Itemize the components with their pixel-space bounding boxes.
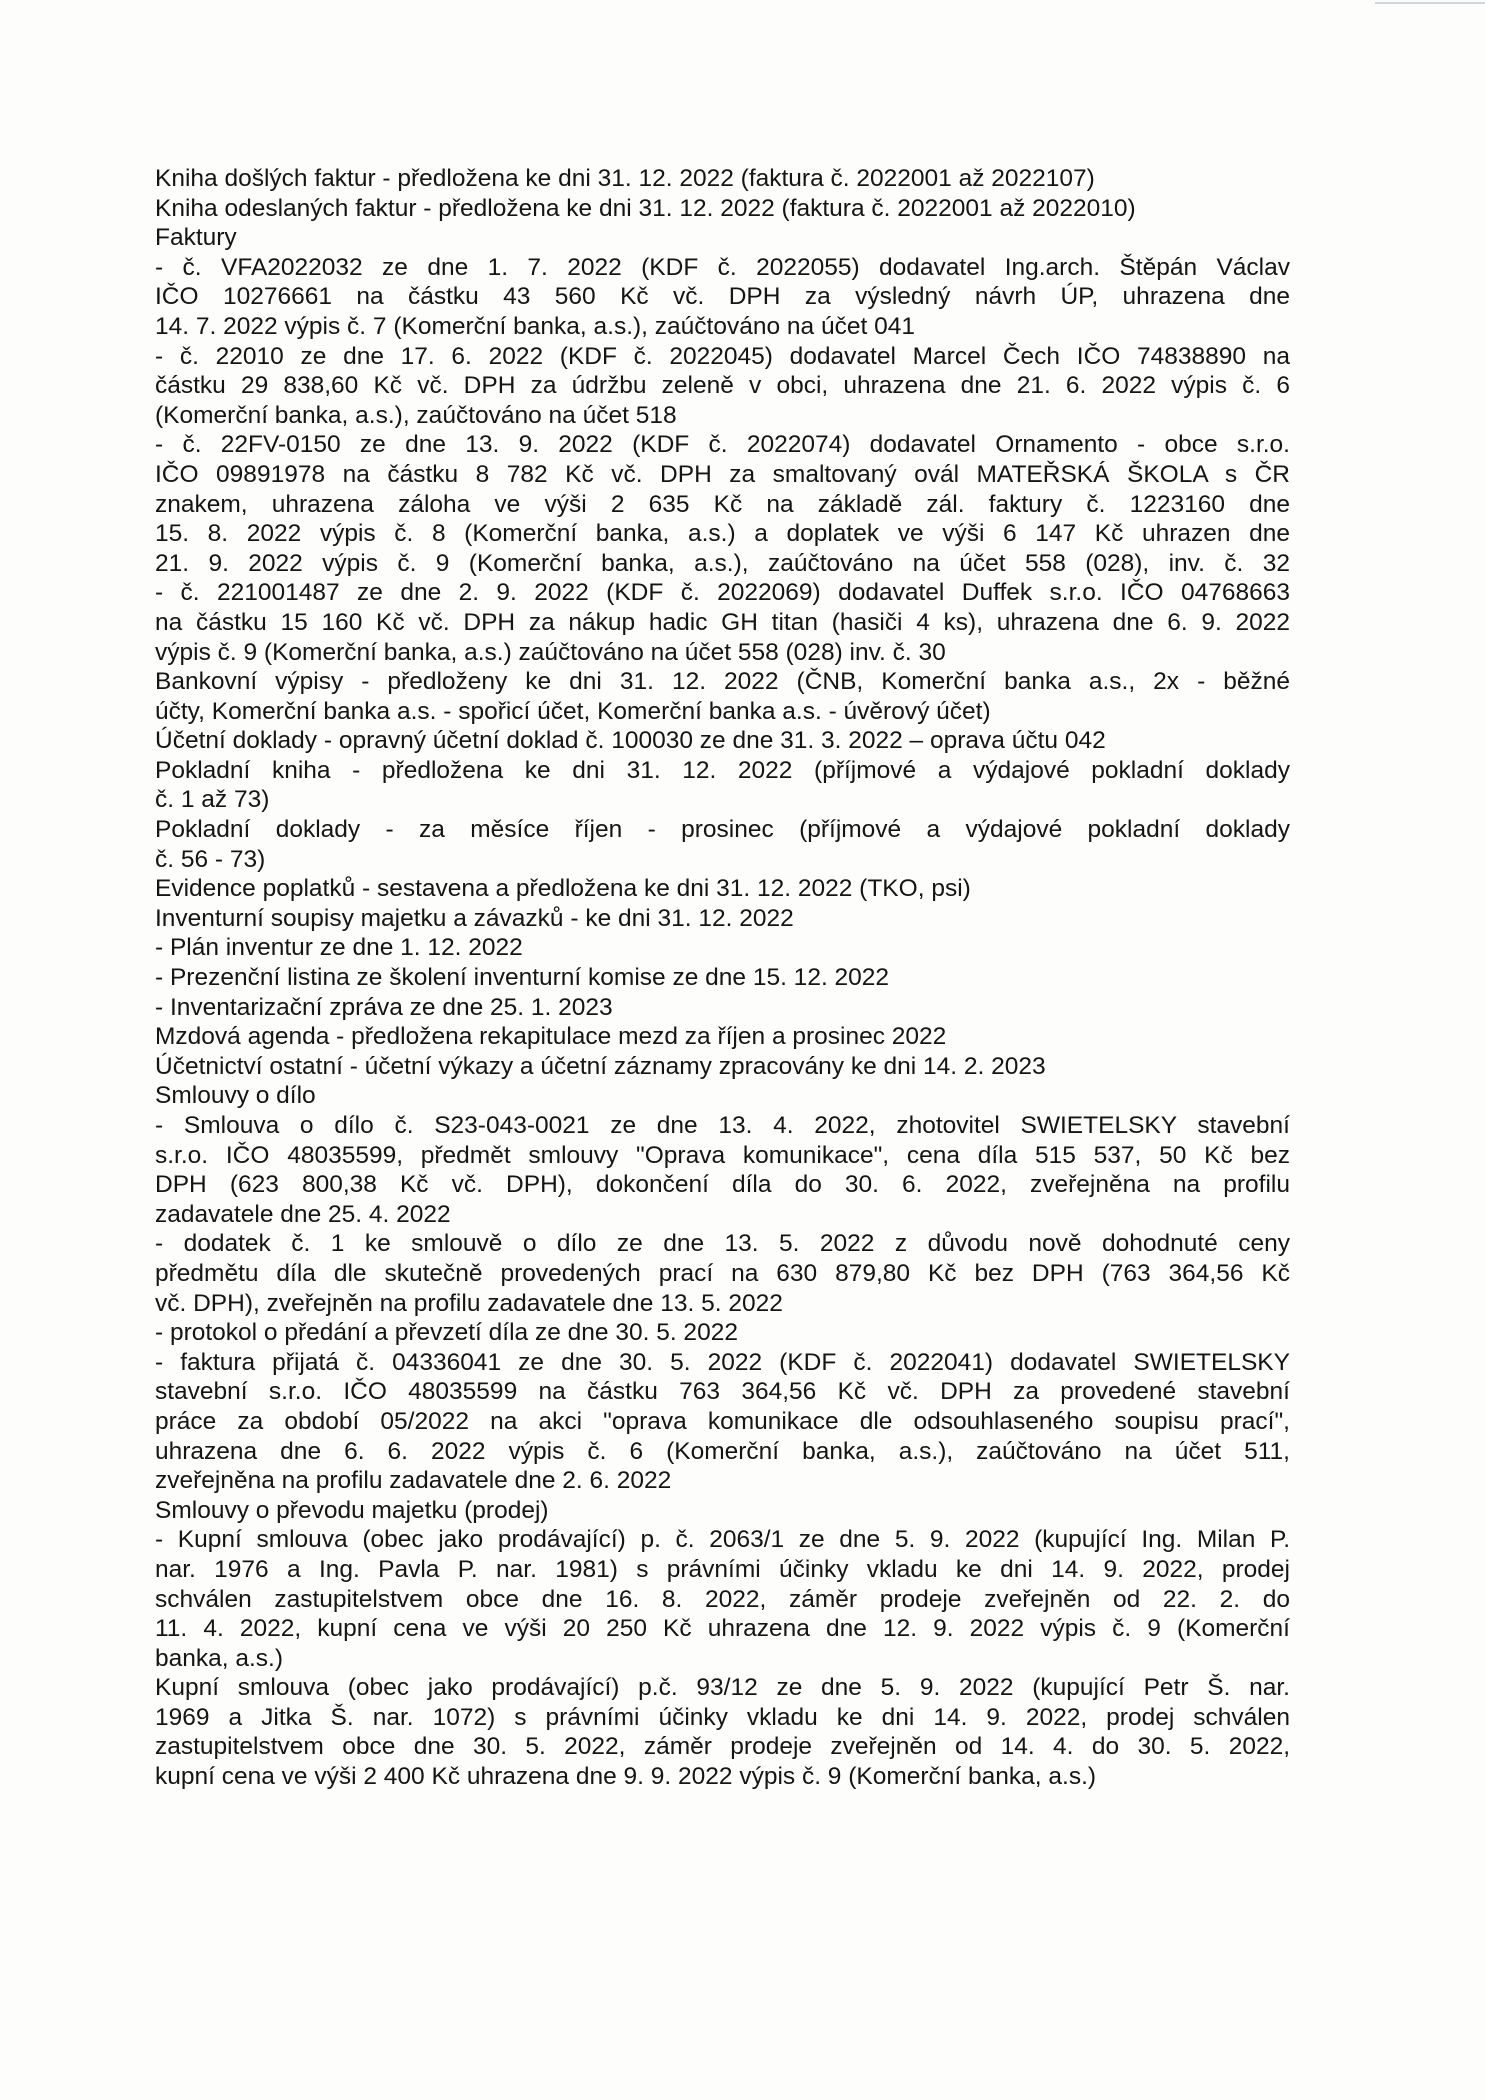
- text-line: 14. 7. 2022 výpis č. 7 (Komerční banka, a.s.), zaúčtováno na účet 041: [155, 312, 915, 340]
- text-line: - protokol o předání a převzetí díla ze dne 30. 5. 2022: [155, 1319, 738, 1347]
- text-line: - Prezenční listina ze školení inventurní komise ze dne 15. 12. 2022: [155, 964, 890, 992]
- text-line: - Kupní smlouva (obec jako prodávající) p. č. 2063/1 ze dne 5. 9. 2022 (kupující Ing. Milan P.: [155, 1526, 1290, 1554]
- text-line: Smlouvy o dílo: [155, 1082, 316, 1110]
- text-line: vč. DPH), zveřejněn na profilu zadavatele dne 13. 5. 2022: [155, 1289, 783, 1317]
- text-line: práce za období 05/2022 na akci "oprava komunikace dle odsouhlaseného soupisu prací",: [155, 1407, 1290, 1435]
- text-line: schválen zastupitelstvem obce dne 16. 8. 2022, záměr prodeje zveřejněn od 22. 2. do: [155, 1585, 1290, 1613]
- text-line: zastupitelstvem obce dne 30. 5. 2022, záměr prodeje zveřejněn od 14. 4. do 30. 5. 2022,: [155, 1733, 1290, 1761]
- text-line: kupní cena ve výši 2 400 Kč uhrazena dne 9. 9. 2022 výpis č. 9 (Komerční banka, a.s.): [155, 1763, 1097, 1791]
- text-line: banka, a.s.): [155, 1644, 284, 1672]
- text-line: - Plán inventur ze dne 1. 12. 2022: [155, 934, 523, 962]
- text-line: předmětu díla dle skutečně provedených prací na 630 879,80 Kč bez DPH (763 364,56 Kč: [155, 1259, 1290, 1287]
- text-line: Kupní smlouva (obec jako prodávající) p.č. 93/12 ze dne 5. 9. 2022 (kupující Petr Š. nar.: [155, 1674, 1290, 1702]
- text-line: č. 56 - 73): [155, 845, 266, 873]
- text-line: zveřejněna na profilu zadavatele dne 2. 6. 2022: [155, 1467, 672, 1495]
- text-line: č. 1 až 73): [155, 786, 270, 814]
- text-line: IČO 10276661 na částku 43 560 Kč vč. DPH za výsledný návrh ÚP, uhrazena dne: [155, 283, 1290, 311]
- text-line: Kniha odeslaných faktur - předložena ke dni 31. 12. 2022 (faktura č. 2022001 až 2022010): [155, 194, 1136, 222]
- text-line: IČO 09891978 na částku 8 782 Kč vč. DPH za smaltovaný ovál MATEŘSKÁ ŠKOLA s ČR: [155, 460, 1290, 488]
- text-line: - č. 22FV-0150 ze dne 13. 9. 2022 (KDF č. 2022074) dodavatel Ornamento - obce s.r.o.: [155, 431, 1290, 459]
- text-line: - č. 22010 ze dne 17. 6. 2022 (KDF č. 2022045) dodavatel Marcel Čech IČO 74838890 na: [155, 342, 1290, 370]
- text-line: zadavatele dne 25. 4. 2022: [155, 1200, 451, 1228]
- text-line: Evidence poplatků - sestavena a předložena ke dni 31. 12. 2022 (TKO, psi): [155, 875, 971, 903]
- text-line: Bankovní výpisy - předloženy ke dni 31. 12. 2022 (ČNB, Komerční banka a.s., 2x - běžné: [155, 668, 1290, 696]
- text-line: Pokladní doklady - za měsíce říjen - prosinec (příjmové a výdajové pokladní doklady: [155, 816, 1290, 844]
- text-line: znakem, uhrazena záloha ve výši 2 635 Kč na základě zál. faktury č. 1223160 dne: [155, 490, 1290, 518]
- text-line: - Smlouva o dílo č. S23-043-0021 ze dne 13. 4. 2022, zhotovitel SWIETELSKY stavební: [155, 1112, 1290, 1139]
- text-line: - dodatek č. 1 ke smlouvě o dílo ze dne 13. 5. 2022 z důvodu nově dohodnuté ceny: [155, 1230, 1290, 1258]
- text-line: uhrazena dne 6. 6. 2022 výpis č. 6 (Komerční banka, a.s.), zaúčtováno na účet 511,: [155, 1437, 1290, 1465]
- text-line: Mzdová agenda - předložena rekapitulace mezd za říjen a prosinec 2022: [155, 1023, 947, 1051]
- text-line: Faktury: [155, 224, 237, 252]
- text-line: 15. 8. 2022 výpis č. 8 (Komerční banka, a.s.) a doplatek ve výši 6 147 Kč uhrazen dne: [155, 520, 1290, 548]
- text-line: výpis č. 9 (Komerční banka, a.s.) zaúčtováno na účet 558 (028) inv. č. 30: [155, 638, 946, 666]
- document-body: [155, 164, 1290, 1792]
- text-line: - Inventarizační zpráva ze dne 25. 1. 2023: [155, 993, 613, 1021]
- text-line: Smlouvy o převodu majetku (prodej): [155, 1496, 549, 1524]
- text-line: 11. 4. 2022, kupní cena ve výši 20 250 Kč uhrazena dne 12. 9. 2022 výpis č. 9 (Komerční: [155, 1615, 1290, 1643]
- text-line: (Komerční banka, a.s.), zaúčtováno na účet 518: [155, 401, 677, 429]
- text-line: DPH (623 800,38 Kč vč. DPH), dokončení díla do 30. 6. 2022, zveřejněna na profilu: [155, 1171, 1290, 1199]
- text-line: Kniha došlých faktur - předložena ke dni 31. 12. 2022 (faktura č. 2022001 až 2022107): [155, 165, 1095, 192]
- text-line: Pokladní kniha - předložena ke dni 31. 12. 2022 (příjmové a výdajové pokladní doklady: [155, 756, 1290, 784]
- text-line: částku 29 838,60 Kč vč. DPH za údržbu zeleně v obci, uhrazena dne 21. 6. 2022 výpis č. 6: [155, 372, 1290, 400]
- text-line: Účetnictví ostatní - účetní výkazy a účetní záznamy zpracovány ke dni 14. 2. 2023: [155, 1052, 1046, 1080]
- text-line: 1969 a Jitka Š. nar. 1072) s právními účinky vkladu ke dni 14. 9. 2022, prodej schválen: [155, 1703, 1290, 1731]
- text-line: nar. 1976 a Ing. Pavla P. nar. 1981) s právními účinky vkladu ke dni 14. 9. 2022, prodej: [155, 1555, 1290, 1583]
- text-line: Inventurní soupisy majetku a závazků - ke dni 31. 12. 2022: [155, 904, 794, 932]
- text-line: účty, Komerční banka a.s. - spořicí účet, Komerční banka a.s. - úvěrový účet): [155, 697, 991, 725]
- text-line: - č. 221001487 ze dne 2. 9. 2022 (KDF č. 2022069) dodavatel Duffek s.r.o. IČO 04768663: [155, 579, 1290, 607]
- text-line: Účetní doklady - opravný účetní doklad č. 100030 ze dne 31. 3. 2022 – oprava účtu 042: [155, 727, 1106, 755]
- text-line: 21. 9. 2022 výpis č. 9 (Komerční banka, a.s.), zaúčtováno na účet 558 (028), inv. č. 32: [155, 549, 1290, 577]
- text-line: s.r.o. IČO 48035599, předmět smlouvy "Oprava komunikace", cena díla 515 537, 50 Kč bez: [155, 1141, 1290, 1169]
- scan-edge-mark: [1375, 2, 1485, 4]
- text-line: na částku 15 160 Kč vč. DPH za nákup hadic GH titan (hasiči 4 ks), uhrazena dne 6. 9. 2022: [155, 608, 1290, 636]
- text-line: - č. VFA2022032 ze dne 1. 7. 2022 (KDF č. 2022055) dodavatel Ing.arch. Štěpán Václav: [155, 253, 1290, 281]
- text-line: - faktura přijatá č. 04336041 ze dne 30. 5. 2022 (KDF č. 2022041) dodavatel SWIETELSKY: [155, 1348, 1290, 1376]
- text-line: stavební s.r.o. IČO 48035599 na částku 763 364,56 Kč vč. DPH za provedené stavební: [155, 1378, 1290, 1406]
